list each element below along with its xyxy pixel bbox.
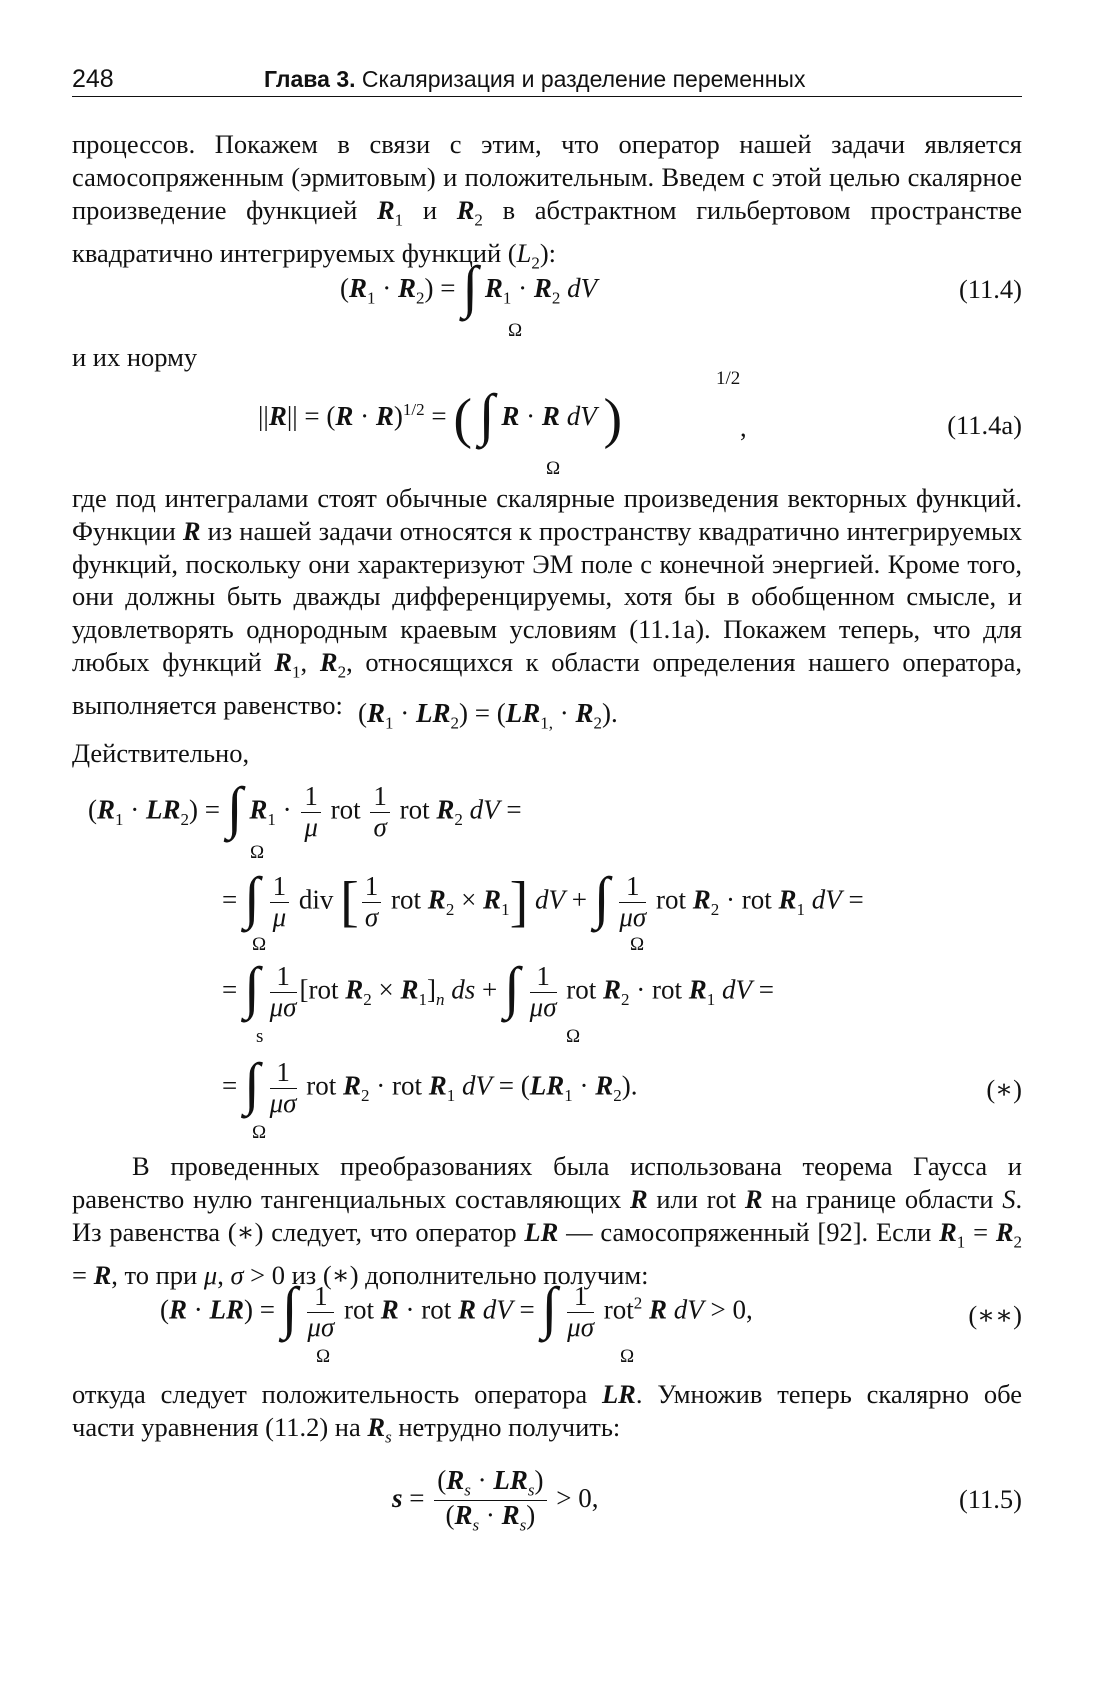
equation-tag-11-5: (11.5)	[958, 1484, 1022, 1514]
comma: ,	[740, 412, 747, 442]
equation-tag-11-4: (11.4)	[958, 274, 1022, 304]
equation-tag-star: (∗)	[986, 1074, 1022, 1104]
chapter-title: Глава 3. Скаляризация и разделение переменных	[264, 66, 806, 92]
integral-limit-omega: Ω	[546, 458, 561, 479]
paragraph-3: В проведенных преобразованиях была использована теорема Гаусса и равенство нулю тангенциальных составляющих R или rot R на границе области S. Из равенства (∗) следует, что оператор LR — самосопряженный [92]. Если $R_1 = R_2 = R$, то при μ, σ > 0 из (∗) дополнительно получим:	[72, 1151, 1023, 1290]
indeed-text: Действительно,	[72, 738, 250, 768]
equation-11-4a: $||R|| = (R \cdot R)^{1/2}$ = ( ∫ R · R dV )	[258, 382, 623, 450]
integral-limit-omega: Ω	[250, 842, 265, 863]
integral-limit-omega: Ω	[252, 1122, 267, 1143]
page-number: 248	[72, 65, 114, 93]
equation-tag-11-4a: (11.4a)	[947, 410, 1022, 440]
derivation-line-2: = ∫ $\frac{1}{\mu}$ div [ $\frac{1}{\sigma}$ rot $R_2 \times R_1$] dV + ∫ $\frac{1}{\mu\sigma}$ rot $R_2$ · rot $R_1$ dV =	[222, 865, 864, 934]
integral-limit-s: s	[256, 1026, 264, 1047]
integral-limit-omega: Ω	[566, 1026, 581, 1047]
and-norm-text: и их норму	[72, 342, 198, 372]
integral-limit-omega: Ω	[316, 1346, 331, 1367]
derivation-line-1: $(R_1 \cdot LR_2)$ = ∫ $R_1$ · $\frac{1}{\mu}$ rot $\frac{1}{\sigma}$ rot $R_2$ dV =	[88, 775, 522, 842]
paragraph-2: где под интегралами стоят обычные скалярные произведения векторных функций. Функции R из нашей задачи относятся к пространству квадратично интегрируемых функций, поскольку они характеризуют ЭМ поле с конечной энергией. Кроме того, они должны быть дважды дифференцируемы, хотя бы в обобщенном смысле, и удовлетворять однородным краевым условиям (11.1а). Покажем теперь, что для любых функций $R_1$, $R_2$, относящихся к области определения нашего оператора, выполняется равенство:	[72, 483, 1023, 721]
running-header	[72, 62, 1022, 97]
equation-tag-double-star: (∗∗)	[968, 1300, 1022, 1330]
equation-11-5: s = $\frac{(R_s \cdot LR_s)}{(R_s \cdot R_s)}$ > 0,	[392, 1465, 599, 1535]
equation-self-adjoint: $(R_1 \cdot LR_2) = (LR_{1,} \cdot R_2)$.	[358, 698, 618, 733]
equation-double-star: (R · LR) = ∫ $\frac{1}{\mu\sigma}$ rot R · rot R dV = ∫ $\frac{1}{\mu\sigma}$ rot$^2$ R dV > 0,	[160, 1275, 753, 1342]
integral-limit-omega: Ω	[620, 1346, 635, 1367]
derivation-line-4: = ∫ $\frac{1}{\mu\sigma}$ rot $R_2$ · rot $R_1$ dV = $(LR_1 \cdot R_2)$.	[222, 1051, 638, 1118]
paragraph-4: откуда следует положительность оператора LR. Умножив теперь скалярно обе части уравнения (11.2) на $R_s$ нетрудно получить:	[72, 1379, 1023, 1447]
integral-limit-omega: Ω	[630, 934, 645, 955]
derivation-line-3: = ∫ $\frac{1}{\mu\sigma}$ [rot $R_2 \times R_1]_n$ ds + ∫ $\frac{1}{\mu\sigma}$ rot $R_2$ · rot $R_1$ dV =	[222, 955, 775, 1022]
paragraph-1: процессов. Покажем в связи с этим, что оператор нашей задачи является самосопряженным (эрмитовым) и положительным. Введем с этой целью скалярное произведение функцией $R_1$ и $R_2$ в абстрактном гильбертовом пространстве квадратично интегрируемых функций $(L_2)$:	[72, 129, 1023, 272]
power-one-half: 1/2	[716, 368, 741, 389]
integral-limit-omega: Ω	[252, 934, 267, 955]
equation-11-4: $(R_1 \cdot R_2)$ = ∫ $R_1 \cdot R_2$ dV	[340, 254, 598, 319]
integral-limit-omega: Ω	[508, 320, 523, 341]
